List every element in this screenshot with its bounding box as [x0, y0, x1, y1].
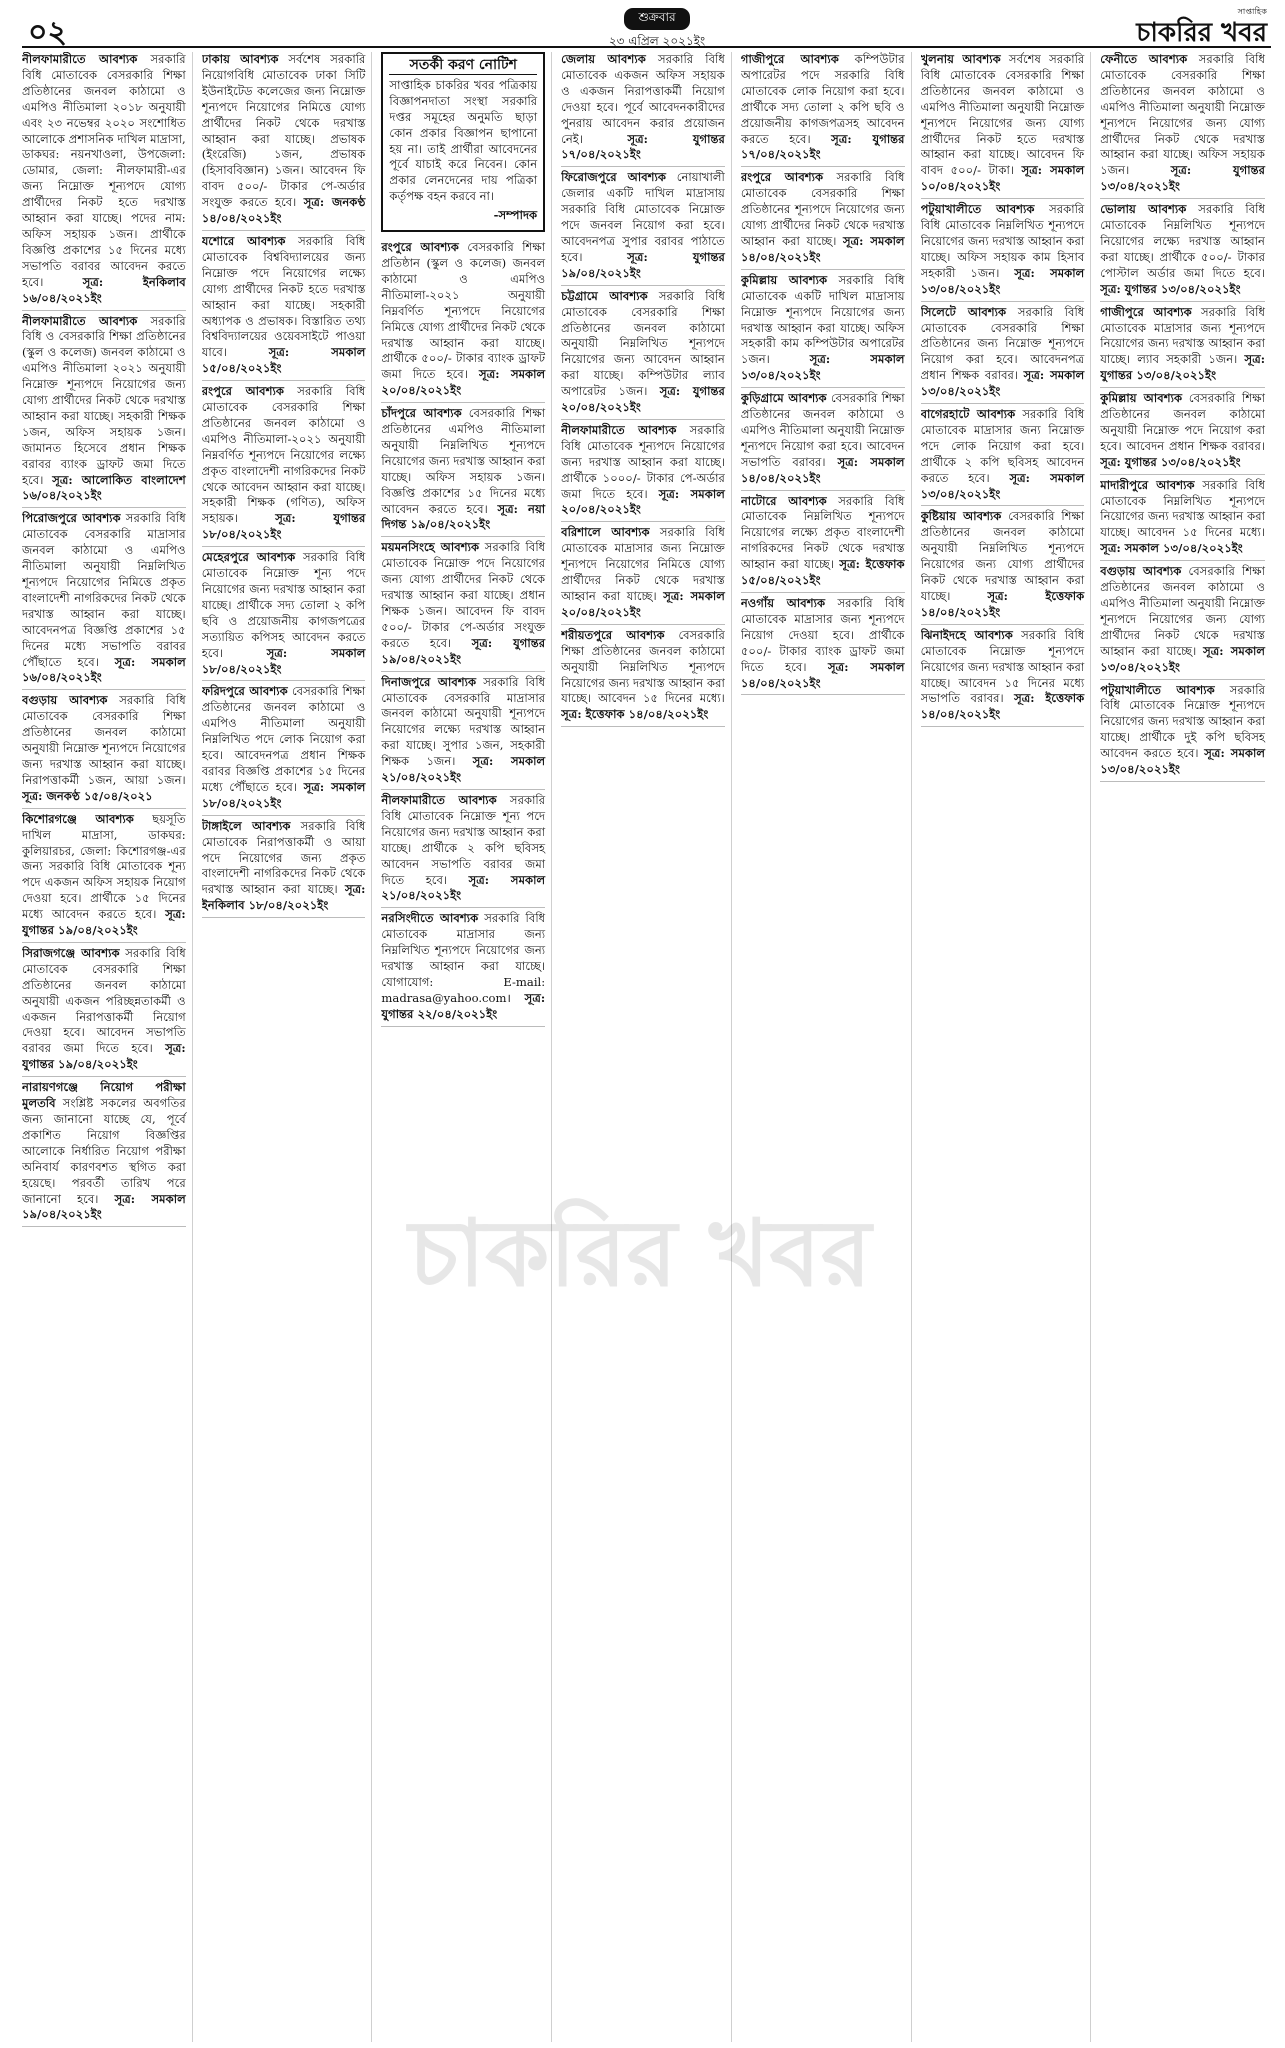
ad-source: সূত্র: সমকাল ১৩/০৪/২০২১ইং — [920, 265, 1085, 296]
ad-divider — [202, 380, 366, 382]
masthead-tag: সাপ্তাহিক — [1237, 7, 1267, 16]
ad-title: শরীয়তপুরে আবশ্যক — [561, 627, 665, 642]
classified-ad — [921, 628, 1085, 723]
ad-title: নারায়ণগঞ্জে নিয়োগ পরীক্ষা মুলতবি — [22, 1080, 186, 1111]
issue-date-text: ২৩ এপ্রিল ২০২১ইং — [608, 34, 706, 48]
ad-divider — [921, 624, 1085, 626]
ad-divider — [1100, 679, 1265, 681]
classified-ad — [22, 511, 186, 686]
notice-body: সাপ্তাহিক চাকরির খবর পত্রিকায় বিজ্ঞাপনদাতা সংস্থা সরকারি দপ্তর সমূহের অনুমতি ছাড়া কোন প্রকার বিজ্ঞাপন ছাপানো হয় না। তাই প্রার্থীরা আবেদনের পূর্বে যাচাই করে নিবেন। কোন প্রকার লেনদেনের দায় পত্রিকা কর্তৃপক্ষ বহন করবে না। — [389, 77, 538, 204]
ad-body: বেসরকারি শিক্ষা প্রতিষ্ঠানের জনবল কাঠামো ও এমপিও নীতিমালা অনুযায়ী নিম্নোক্ত শূন্যপদে নিয়োগ করা হবে। আবেদন সভাপতি বরাবর। — [740, 391, 905, 469]
classified-ad — [202, 684, 366, 811]
ad-body: সরকারি বিধি মোতাবেক বিশ্ববিদ্যালয়ের জন্য নিম্নোক্ত পদে নিয়োগের লক্ষ্যে যোগ্য প্রার্থীদের নিকট হতে দরখাস্ত আহ্বান করা যাচ্ছে। সহকারী অধ্যাপক ও প্রভাষক। বিস্তারিত তথ্য বিশ্ববিদ্যালয়ের ওয়েবসাইটে পাওয়া যাবে। — [201, 233, 366, 360]
classified-ad — [381, 540, 545, 667]
ad-title: ফরিদপুরে আবশ্যক — [201, 684, 288, 699]
ad-source: সূত্র: যুগান্তর ১৯/০৪/২০২১ইং — [561, 249, 725, 280]
ad-body: সরকারি বিধি মোতাবেক বেসরকারি শিক্ষা প্রতিষ্ঠানের জনবল কাঠামো ও এমপিও নীতিমালা-২০২১ অনুযায়ী নিম্নবর্ণিত শূন্যপদে নিয়োগের লক্ষ্যে প্রকৃত বাংলাদেশী নাগরিকদের নিকট থেকে আবেদন আহ্বান করা যাচ্ছে। সহকারী শিক্ষক (গণিত), অফিস সহায়ক। — [201, 384, 366, 526]
masthead-title: চাকরির খবর — [1136, 18, 1267, 48]
ad-body: বেসরকারি শিক্ষা প্রতিষ্ঠানের জনবল কাঠামো অনুযায়ী নিম্নলিখিত শূন্যপদে নিয়োগের জন্য যোগ্য প্রার্থীদের নিকট থেকে দরখাস্ত আহ্বান করা যাচ্ছে। — [920, 509, 1085, 603]
ad-body: সরকারি বিধি মোতাবেক নিম্নোক্ত শূন্য পদে নিয়োগের জন্য দরখাস্ত আহ্বান করা যাচ্ছে। প্রার্থীকে ২ কপি ছবিসহ আবেদন সভাপতি বরাবর জমা দিতে হবে। — [381, 792, 546, 887]
ad-divider — [1100, 301, 1265, 303]
column-2 — [202, 52, 373, 2042]
ad-title: পটুয়াখালীতে আবশ্যক — [1100, 682, 1215, 697]
ad-title: মাদারীপুরে আবশ্যক — [1100, 477, 1195, 492]
ad-source: সূত্র: ইত্তেফাক ১৪/০৪/২০২১ইং — [920, 691, 1085, 722]
ad-body: সরকারি বিধি মোতাবেক নিরাপত্তাকর্মী ও আয়া পদে নিয়োগের জন্য প্রকৃত বাংলাদেশী নাগরিকদের নিকট থেকে দরখাস্ত আহ্বান করা যাচ্ছে। — [201, 818, 366, 897]
ad-divider — [381, 402, 545, 404]
ad-divider — [381, 671, 545, 673]
ad-source: সূত্র: সমকাল ১৮/০৪/২০২১ইং — [201, 779, 366, 810]
ad-source: সূত্র: যুগান্তর ২২/০৪/২০২১ইং — [381, 990, 546, 1021]
ad-divider — [1100, 781, 1265, 783]
classified-ad — [561, 289, 725, 416]
ad-divider — [22, 689, 186, 691]
classified-ad — [202, 384, 366, 543]
classified-ad — [381, 406, 545, 533]
classified-ad — [1100, 52, 1265, 195]
classified-ad — [22, 52, 186, 307]
ad-source: সূত্র: সমকাল ১৩/০৪/২০২১ইং — [740, 352, 905, 383]
classified-ad — [22, 314, 186, 505]
ad-body: ছয়সূতি দাখিল মাদ্রাসা, ডাকঘর: কুলিয়ারচর, জেলা: কিশোরগঞ্জ-এর জন্য সরকারি বিধি মোতাবেক শূন্য পদে একজন অফিস সহায়ক নিয়োগ দেওয়া হবে। প্রার্থীকে ১৫ দিনের মধ্যে আবেদন করতে হবে। — [22, 811, 186, 922]
classified-ad — [561, 423, 725, 518]
ad-title: নীলফামারীতে আবশ্যক — [22, 52, 138, 66]
ad-divider — [22, 942, 186, 944]
ad-divider — [202, 917, 366, 919]
ad-body: সরকারি বিধি মোতাবেক মাদ্রাসার জন্য শূন্যপদে নিয়োগ দেওয়া হবে। প্রার্থীকে ৫০০/- টাকার ব্যাংক ড্রাফট জমা দিতে হবে। — [740, 596, 905, 674]
ad-body: সরকারি বিধি মোতাবেক একটি দাখিল মাদ্রাসায় নিম্নোক্ত শূন্যপদে নিয়োগের জন্য দরখাস্ত আহ্বান করা যাচ্ছে। অফিস সহকারী কাম কম্পিউটার অপারেটর ১জন। — [740, 272, 905, 367]
ad-body: সরকারি বিধি মোতাবেক নিম্নোক্ত পদে নিয়োগের জন্য যোগ্য প্রার্থীদের নিকট থেকে দরখাস্ত আহ্বান করা যাচ্ছে। প্রধান শিক্ষক ১জন। আবেদন ফি বাবদ ৫০০/- টাকার পে-অর্ডার সংযুক্ত করতে হবে। — [381, 540, 546, 650]
ad-source: সূত্র: যুগান্তর ২০/০৪/২০২১ইং — [561, 384, 725, 415]
ad-source: সূত্র: যুগান্তর ১৮/০৪/২০২১ইং — [201, 511, 366, 542]
ad-body: সরকারি বিধি মোতাবেক বেসরকারি শিক্ষা প্রতিষ্ঠানের জন্য নিম্নোক্ত শূন্যপদে নিয়োগ করা হবে। আবেদনপত্র প্রধান শিক্ষক বরাবর। — [920, 304, 1085, 383]
ad-title: কুমিল্লায় আবশ্যক — [740, 272, 828, 287]
ad-title: কুড়িগ্রামে আবশ্যক — [740, 391, 827, 406]
ad-divider — [202, 815, 366, 817]
ad-title: ফিরোজপুরে আবশ্যক — [561, 170, 666, 185]
ad-divider — [741, 490, 905, 492]
classified-ad — [22, 946, 186, 1073]
ad-body: সরকারি বিধি মোতাবেক বেসরকারি শিক্ষা প্রতিষ্ঠানের জনবল কাঠামো ও এমপিও নীতিমালা ২০১৮ অনুযায়ী এবং ২৩ নভেম্বর ২০২০ সংশোধিত আলোকে প্রশাসনিক দাখিল মাদ্রাসা, ডাকঘর: নয়নখাওলা, উপজেলা: ডোমার, জেলা: নীলফামারী-এর জন্য নিম্নোক্ত শূন্যপদে যোগ্য প্রার্থীদের নিকট হতে দরখাস্ত আহ্বান করা যাচ্ছে। পদের নাম: অফিস সহায়ক ১জন। প্রার্থীকে বিজ্ঞপ্তি প্রকাশের ১৫ দিনের মধ্যে সভাপতি বরাবর আবেদন করতে হবে। — [22, 52, 186, 289]
ad-source: সূত্র: সমকাল ১৪/০৪/২০২১ইং — [740, 233, 905, 264]
column-4 — [561, 52, 732, 2042]
ad-body: সরকারি বিধি মোতাবেক বেসরকারি শিক্ষা প্রতিষ্ঠানের জনবল কাঠামো ও এমপিও নীতিমালা অনুযায়ী নিম্নোক্ত শূন্যপদে নিয়োগের জন্য যোগ্য প্রার্থীদের নিকট থেকে দরখাস্ত আহ্বান করা যাচ্ছে। অফিস সহায়ক ১জন। — [1100, 52, 1265, 178]
ad-source: সূত্র: ইনকিলাব ১৬/০৪/২০২১ইং — [22, 274, 186, 305]
ad-body: সরকারি বিধি মোতাবেক বেসরকারি শিক্ষা প্রতিষ্ঠানের জনবল কাঠামো অনুযায়ী একজন পরিচ্ছন্নতাকর্মী ও একজন নিরাপত্তাকর্মী নিয়োগ দেওয়া হবে। আবেদন সভাপতি বরাবর জমা দিতে হবে। — [22, 945, 186, 1056]
ad-divider — [202, 680, 366, 682]
ad-body: বেসরকারি শিক্ষা প্রতিষ্ঠানের জনবল কাঠামো ও এমপিও নীতিমালা অনুযায়ী নিম্নোক্ত শূন্যপদে নিয়োগের জন্য যোগ্য প্রার্থীদের নিকট থেকে দরখাস্ত আহ্বান করা যাচ্ছে। — [1100, 564, 1265, 658]
ad-body: বেসরকারি শিক্ষা প্রতিষ্ঠানের এমপিও নীতিমালা অনুযায়ী নিম্নলিখিত শূন্যপদে নিয়োগের জন্য দরখাস্ত আহ্বান করা যাচ্ছে। অফিস সহায়ক ১জন। বিজ্ঞপ্তি প্রকাশের ১৫ দিনের মধ্যে আবেদন করতে হবে। — [381, 406, 546, 516]
page-header — [22, 6, 1271, 48]
ad-source: সূত্র: যুগান্তর ১৩/০৪/২০২১ইং — [1100, 352, 1265, 383]
classified-ad — [202, 819, 366, 914]
classified-ad — [561, 525, 725, 620]
ad-divider — [202, 230, 366, 232]
ad-title: নীলফামারীতে আবশ্যক — [561, 422, 677, 437]
classified-ad — [1100, 391, 1265, 471]
ad-title: পটুয়াখালীতে আবশ্যক — [920, 202, 1035, 217]
ad-source: সূত্র: সমকাল ১৬/০৪/২০২১ইং — [22, 654, 186, 685]
ad-body: সরকারি বিধি মোতাবেক মাদ্রাসার জন্য শূন্যপদে নিয়োগের জন্য দরখাস্ত আহ্বান করা যাচ্ছে। ল্যাব সহকারী ১জন। — [1100, 304, 1265, 367]
ad-source: সূত্র: ইত্তেফাক ১৫/০৪/২০২১ইং — [740, 557, 905, 588]
ad-source: সূত্র: সমকাল ১৩/০৪/২০২১ইং — [1100, 643, 1265, 674]
ad-source: সূত্র: সমকাল ১৩/০৪/২০২১ইং — [920, 470, 1085, 501]
ad-title: জেলায় আবশ্যক — [561, 52, 646, 66]
ad-source: সূত্র: সমকাল ২০/০৪/২০২১ইং — [561, 589, 725, 619]
classified-ad — [202, 550, 366, 677]
ad-divider — [921, 726, 1085, 728]
ad-source: সূত্র: সমকাল ১৫/০৪/২০২১ইং — [201, 345, 366, 376]
ad-body: সর্বশেষ সরকারি নিয়োগবিধি মোতাবেক ঢাকা সিটি ইউনাইটেড কলেজের জন্য নিম্নোক্ত শূন্যপদে নিয়োগের নিমিত্তে যোগ্য প্রার্থীদের নিকট থেকে দরখাস্ত আহ্বান করা যাচ্ছে। প্রভাষক (ইংরেজি) ১জন, প্রভাষক (হিসাববিজ্ঞান) ১জন। আবেদন ফি বাবদ ৫০০/- টাকার পে-অর্ডার সংযুক্ত করতে হবে। — [201, 52, 366, 210]
classified-ad — [1100, 683, 1265, 778]
classified-ad — [1100, 478, 1265, 558]
ad-divider — [921, 198, 1085, 200]
ad-body: বেসরকারি শিক্ষা প্রতিষ্ঠানের জনবল কাঠামো অনুযায়ী নিম্নোক্ত পদে নিয়োগ করা হবে। আবেদন প্রধান শিক্ষক বরাবর। — [1100, 391, 1265, 453]
ad-source: সূত্র: সমকাল ১৩/০৪/২০২১ইং — [920, 368, 1085, 399]
classified-ad — [741, 273, 905, 384]
ad-title: চাঁদপুরে আবশ্যক — [381, 406, 462, 421]
ad-divider — [1100, 387, 1265, 389]
ad-body: সরকারি বিধি মোতাবেক বেসরকারি শিক্ষা প্রতিষ্ঠানের জনবল কাঠামো অনুযায়ী নিম্নোক্ত শূন্যপদে নিয়োগের জন্য দরখাস্ত আহ্বান করা যাচ্ছে। নিরাপত্তাকর্মী ১জন, আয়া ১জন। — [22, 693, 186, 787]
watermark-text: চাকরির খবর — [408, 1200, 872, 1307]
ad-title: মেহেরপুরে আবশ্যক — [201, 550, 296, 565]
classified-ad — [561, 52, 725, 163]
ad-body: সরকারি বিধি মোতাবেক মাদ্রাসার জন্য নিম্নলিখিত শূন্যপদে নিয়োগের জন্য দরখাস্ত আহ্বান করা যাচ্ছে। যোগাযোগ: E-mail: madrasa@yahoo.com। — [381, 911, 546, 1005]
ad-title: নাটোরে আবশ্যক — [740, 493, 827, 508]
ad-body: বেসরকারি শিক্ষা প্রতিষ্ঠানের জনবল কাঠামো অনুযায়ী নিম্নলিখিত শূন্যপদে নিয়োগের জন্য দরখাস্ত আহ্বান করা যাচ্ছে। আবেদন ১৫ দিনের মধ্যে। — [561, 627, 725, 706]
ad-title: রংপুরে আবশ্যক — [381, 240, 459, 255]
ad-title: বরিশালে আবশ্যক — [561, 525, 650, 540]
ad-body: সরকারি বিধি মোতাবেক বেসরকারি মাদ্রাসার জনবল কাঠামো অনুযায়ী শূন্যপদে নিয়োগের লক্ষ্যে দরখাস্ত আহ্বান করা যাচ্ছে। সুপার ১জন, সহকারী শিক্ষক ১জন। — [381, 674, 546, 769]
ad-source: সূত্র: যুগান্তর ১৩/০৪/২০২১ইং — [1100, 281, 1241, 296]
ad-source: সূত্র: সমকাল ১৩/০৪/২০২১ইং — [1100, 746, 1265, 777]
ad-title: ঢাকায় আবশ্যক — [201, 52, 279, 66]
ad-source: সূত্র: সমকাল ১৪/০৪/২০২১ইং — [740, 454, 905, 485]
ad-title: ঝিনাইদহে আবশ্যক — [920, 627, 1013, 642]
ad-title: নওগাঁয় আবশ্যক — [740, 596, 826, 610]
ad-source: সূত্র: জনকণ্ঠ ১৪/০৪/২০২১ইং — [201, 195, 366, 226]
ad-divider — [22, 808, 186, 810]
ad-body: সর্বশেষ সরকারি বিধি মোতাবেক বেসরকারি শিক্ষা প্রতিষ্ঠানের জনবল কাঠামো ও এমপিও নীতিমালা অনুযায়ী নিম্নোক্ত শূন্যপদে নিয়োগের জন্য যোগ্য প্রার্থীদের নিকট হতে দরখাস্ত আহ্বান করা যাচ্ছে। আবেদন ফি বাবদ ৫০০/- টাকা। — [920, 52, 1085, 178]
ad-title: চট্টগ্রামে আবশ্যক — [561, 288, 648, 303]
warning-notice-box — [381, 52, 545, 232]
classified-ad — [381, 240, 545, 399]
ad-title: বগুড়ায় আবশ্যক — [1100, 564, 1182, 579]
ad-title: খুলনায় আবশ্যক — [920, 52, 1001, 66]
classified-ad — [921, 202, 1085, 297]
ad-divider — [561, 521, 725, 523]
ad-source: সূত্র: সমকাল ১৮/০৪/২০২১ইং — [201, 645, 366, 676]
classified-ad — [381, 911, 545, 1022]
classified-ad — [202, 234, 366, 377]
classified-ad — [921, 305, 1085, 400]
ad-source: সূত্র: সমকাল ২১/০৪/২০২১ইং — [381, 754, 546, 785]
ad-divider — [1100, 560, 1265, 562]
ad-body: সরকারি বিধি মোতাবেক একজন অফিস সহায়ক ও একজন নিরাপত্তাকর্মী নিয়োগ দেওয়া হবে। পূর্বে আবেদনকারীদের পুনরায় আবেদন করার প্রয়োজন নেই। — [561, 52, 725, 146]
classified-ad — [1100, 202, 1265, 297]
classified-columns — [22, 52, 1271, 2042]
ad-divider — [381, 536, 545, 538]
issue-day: শুক্রবার — [624, 8, 689, 30]
classified-ad — [561, 170, 725, 281]
ad-source: সূত্র: সমকাল ২১/০৪/২০২১ইং — [381, 872, 546, 903]
ad-source: সূত্র: সমকাল ১৪/০৪/২০২১ইং — [740, 659, 905, 690]
ad-source: সূত্র: সমকাল ২০/০৪/২০২১ইং — [381, 367, 546, 398]
ad-title: যশোরে আবশ্যক — [201, 233, 286, 248]
ad-title: টাঙ্গাইলে আবশ্যক — [201, 818, 291, 833]
ad-title: সিরাজগঞ্জে আবশ্যক — [22, 945, 120, 960]
ad-title: কুমিল্লায় আবশ্যক — [1100, 391, 1183, 406]
classified-ad — [741, 596, 905, 691]
ad-body: সরকারি বিধি মোতাবেক বেসরকারি শিক্ষা প্রতিষ্ঠানের শূন্যপদে নিয়োগের জন্য যোগ্য প্রার্থীদের নিকট থেকে দরখাস্ত আহ্বান করা যাচ্ছে। — [740, 170, 905, 248]
ad-title: গাজীপুরে আবশ্যক — [740, 52, 839, 66]
ad-body: বেসরকারি শিক্ষা প্রতিষ্ঠানের জনবল কাঠামো ও এমপিও নীতিমালা অনুযায়ী নিম্নলিখিত পদে লোক নিয়োগ করা হবে। আবেদনপত্র প্রধান শিক্ষক বরাবর বিজ্ঞপ্তি প্রকাশের ১৫ দিনের মধ্যে পৌঁছাতে হবে। — [201, 684, 366, 794]
ad-title: নীলফামারীতে আবশ্যক — [381, 792, 497, 807]
ad-source: সূত্র: যুগান্তর ১৩/০৪/২০২১ইং — [1100, 163, 1265, 194]
ad-divider — [561, 166, 725, 168]
classified-ad — [921, 52, 1085, 195]
ad-body: সরকারি বিধি মোতাবেক মাদ্রাসার জন্য নিম্নোক্ত পদে লোক নিয়োগ করা হবে। প্রার্থীকে ২ কপি ছবিসহ আবেদন করতে হবে। — [920, 407, 1085, 485]
ad-divider — [741, 387, 905, 389]
ad-divider — [921, 505, 1085, 507]
ad-title: কিশোরগঞ্জে আবশ্যক — [22, 811, 134, 826]
ad-title: বাগেরহাটে আবশ্যক — [920, 407, 1016, 422]
ad-source: সূত্র: সমকাল ২০/০৪/২০২১ইং — [561, 486, 725, 517]
ad-divider — [381, 1026, 545, 1028]
classified-ad — [1100, 564, 1265, 675]
ad-divider — [22, 1226, 186, 1228]
ad-divider — [381, 789, 545, 791]
notice-signature: -সম্পাদক — [493, 208, 538, 223]
ad-source: সূত্র: সমকাল ১০/০৪/২০২১ইং — [920, 163, 1085, 194]
ad-divider — [921, 301, 1085, 303]
column-6 — [921, 52, 1092, 2042]
ad-divider — [22, 507, 186, 509]
ad-divider — [741, 269, 905, 271]
classified-ad — [921, 407, 1085, 502]
ad-title: ভোলায় আবশ্যক — [1100, 202, 1187, 217]
column-1 — [22, 52, 193, 2042]
ad-divider — [22, 310, 186, 312]
ad-body: সরকারি বিধি মোতাবেক নিম্নলিখিত শূন্যপদে নিয়োগের লক্ষ্যে প্রকৃত বাংলাদেশী নাগরিকদের নিকট থেকে দরখাস্ত আহ্বান করা যাচ্ছে। — [740, 493, 905, 572]
classified-ad — [741, 494, 905, 589]
notice-title: সতর্কী করণ নোটিশ — [389, 58, 537, 75]
ad-source: সূত্র: ইত্তেফাক ১৪/০৪/২০২১ইং — [920, 589, 1085, 619]
ad-title: নরসিংদীতে আবশ্যক — [381, 911, 479, 926]
ad-source: সূত্র: যুগান্তর ১৯/০৪/২০২১ইং — [22, 1041, 186, 1072]
classified-ad — [561, 628, 725, 723]
ad-body: সরকারি বিধি মোতাবেক মাদ্রাসার জন্য নিম্নোক্ত শূন্যপদে নিয়োগের নিমিত্তে যোগ্য প্রার্থীদের নিকট থেকে দরখাস্ত আহ্বান করা যাচ্ছে। — [561, 525, 725, 603]
ad-source: সূত্র: যুগান্তর ১৯/০৪/২০২১ইং — [22, 907, 186, 938]
ad-divider — [381, 907, 545, 909]
ad-body: সরকারি বিধি মোতাবেক বেসরকারি মাদ্রাসার জনবল কাঠামো ও এমপিও নীতিমালা অনুযায়ী নিম্নলিখিত শূন্যপদে নিয়োগের নিমিত্তে প্রকৃত বাংলাদেশী নাগরিকদের নিকট থেকে দরখাস্ত আহ্বান করা যাচ্ছে। আবেদনপত্র বিজ্ঞপ্তি প্রকাশের ১৫ দিনের মধ্যে সভাপতি বরাবর পৌঁছাতে হবে। — [22, 511, 186, 669]
classified-ad — [202, 52, 366, 227]
column-5 — [741, 52, 912, 2042]
ad-body: কম্পিউটার অপারেটর পদে সরকারি বিধি মোতাবেক লোক নিয়োগ করা হবে। প্রার্থীকে সদ্য তোলা ২ কপি ছবি ও প্রয়োজনীয় কাগজপত্রসহ আবেদন করতে হবে। — [740, 52, 905, 146]
ad-body: সরকারি বিধি মোতাবেক নিম্নলিখিত শূন্যপদে নিয়োগের লক্ষ্যে দরখাস্ত আহ্বান করা যাচ্ছে। প্রার্থীকে ৫০০/- টাকার পোস্টাল অর্ডার জমা দিতে হবে। — [1100, 202, 1265, 280]
ad-body: সরকারি বিধি ও বেসরকারি শিক্ষা প্রতিষ্ঠানের (স্কুল ও কলেজ) জনবল কাঠামো ও এমপিও নীতিমালা ২০২১ অনুযায়ী নিম্নোক্ত শূন্যপদে নিয়োগের জন্য যোগ্য প্রার্থীদের নিকট থেকে দরখাস্ত আহ্বান করা যাচ্ছে। সহকারী শিক্ষক ১জন, অফিস সহায়ক ১জন। জামানত হিসেবে প্রধান শিক্ষক বরাবর ব্যাংক ড্রাফট জমা দিতে হবে। — [22, 313, 186, 487]
ad-title: রংপুরে আবশ্যক — [201, 384, 284, 399]
ad-body: নোয়াখালী জেলার একটি দাখিল মাদ্রাসায় সরকারি বিধি মোতাবেক নিম্নোক্ত পদে জনবল নিয়োগ করা হবে। আবেদনপত্র সুপার বরাবর পাঠাতে হবে। — [561, 170, 725, 264]
ad-divider — [741, 592, 905, 594]
ad-title: রংপুরে আবশ্যক — [740, 170, 824, 185]
column-3 — [381, 52, 552, 2042]
classified-ad — [741, 391, 905, 486]
ad-title: সিলেটে আবশ্যক — [920, 304, 1007, 319]
ad-source: সূত্র: যুগান্তর ১৩/০৪/২০২১ইং — [1100, 454, 1241, 469]
ad-divider — [202, 546, 366, 548]
ad-source: সূত্র: যুগান্তর ১৭/০৪/২০২১ইং — [561, 131, 725, 162]
ad-title: গাজীপুরে আবশ্যক — [1100, 304, 1192, 319]
ad-body: বেসরকারি শিক্ষা প্রতিষ্ঠান (স্কুল ও কলেজ) জনবল কাঠামো ও এমপিও নীতিমালা-২০২১ অনুযায়ী নিম্নবর্ণিত শূন্যপদে নিয়োগের নিমিত্তে যোগ্য প্রার্থীদের নিকট থেকে দরখাস্ত আহ্বান করা যাচ্ছে। প্রার্থীকে ৫০০/- টাকার ব্যাংক ড্রাফট জমা দিতে হবে। — [381, 240, 546, 382]
ad-source: সূত্র: আলোকিত বাংলাদেশ ১৬/০৪/২০২১ইং — [22, 472, 186, 503]
classified-ad — [1100, 305, 1265, 385]
masthead — [1136, 6, 1267, 47]
ad-divider — [561, 285, 725, 287]
ad-body: সরকারি বিধি মোতাবেক বেসরকারি শিক্ষা প্রতিষ্ঠানের জনবল কাঠামো অনুযায়ী নিম্নলিখিত শূন্যপদে নিয়োগের জন্য আবেদন আহ্বান করা যাচ্ছে। কম্পিউটার ল্যাব অপারেটর ১জন। — [561, 288, 725, 399]
classified-ad — [22, 1080, 186, 1223]
ad-body: সরকারি বিধি মোতাবেক নিম্নোক্ত শূন্যপদে নিয়োগের জন্য দরখাস্ত আহ্বান করা যাচ্ছে। প্রার্থীকে দুই কপি ছবিসহ আবেদন করতে হবে। — [1100, 682, 1265, 761]
ad-source: সূত্র: জনকণ্ঠ ১৫/০৪/২০২১ — [22, 788, 153, 803]
ad-title: কুষ্টিয়ায় আবশ্যক — [920, 509, 1002, 524]
ad-title: বগুড়ায় আবশ্যক — [22, 693, 108, 708]
classified-ad — [741, 52, 905, 163]
ad-source: সূত্র: নয়া দিগন্ত ১৯/০৪/২০২১ইং — [381, 501, 546, 532]
ad-divider — [1100, 198, 1265, 200]
ad-title: দিনাজপুরে আবশ্যক — [381, 674, 477, 689]
ad-body: সরকারি বিধি মোতাবেক নিম্নোক্ত শূন্য পদে নিয়োগের জন্য দরখাস্ত আহ্বান করা যাচ্ছে। প্রার্থীকে সদ্য তোলা ২ কপি ছবি ও প্রয়োজনীয় কাগজপত্রের সত্যায়িত কপিসহ আবেদন করতে হবে। — [201, 550, 366, 660]
ad-source: সূত্র: যুগান্তর ১৭/০৪/২০২১ইং — [740, 131, 905, 162]
ad-divider — [741, 166, 905, 168]
ad-body: সরকারি বিধি মোতাবেক নিম্নলিখিত শূন্যপদে নিয়োগের জন্য দরখাস্ত আহ্বান করা যাচ্ছে। আবেদন ১৫ দিনের মধ্যে। — [1100, 477, 1265, 540]
ad-source: সূত্র: যুগান্তর ১৯/০৪/২০২১ইং — [381, 635, 546, 666]
classified-ad — [22, 693, 186, 804]
ad-title: নীলফামারীতে আবশ্যক — [22, 313, 138, 328]
ad-divider — [921, 403, 1085, 405]
ad-body: সরকারি বিধি মোতাবেক নিম্নোক্ত শূন্যপদে নিয়োগের জন্য দরখাস্ত আহ্বান করা যাচ্ছে। আবেদন ১৫ দিনের মধ্যে সভাপতি বরাবর। — [920, 627, 1085, 706]
classified-ad — [381, 793, 545, 904]
ad-divider — [22, 1076, 186, 1078]
ad-body: সংশ্লিষ্ট সকলের অবগতির জন্য জানানো যাচ্ছে যে, পূর্বে প্রকাশিত নিয়োগ বিজ্ঞপ্তির আলোকে নির্ধারিত নিয়োগ পরীক্ষা অনিবার্য কারণবশত স্থগিত করা হয়েছে। পরবর্তী তারিখ পরে জানানো হবে। — [22, 1096, 186, 1206]
ad-source: সূত্র: সমকাল ১৯/০৪/২০২১ইং — [22, 1191, 186, 1222]
ad-title: ময়মনসিংহে আবশ্যক — [381, 540, 480, 555]
ad-divider — [561, 419, 725, 421]
ad-divider — [1100, 474, 1265, 476]
ad-divider — [561, 726, 725, 728]
ad-divider — [741, 694, 905, 696]
classified-ad — [381, 675, 545, 786]
classified-ad — [921, 509, 1085, 620]
classified-ad — [741, 170, 905, 265]
issue-date — [582, 6, 732, 53]
classified-ad — [22, 812, 186, 939]
ad-source: সূত্র: ইত্তেফাক ১৪/০৪/২০২১ইং — [561, 707, 709, 722]
page-number: ০২ — [28, 15, 68, 50]
ad-divider — [561, 624, 725, 626]
ad-source: সূত্র: সমকাল ১৩/০৪/২০২১ইং — [1100, 541, 1243, 556]
ad-title: পিরোজপুরে আবশ্যক — [22, 511, 121, 526]
ad-body: সরকারি বিধি মোতাবেক শূন্যপদে নিয়োগের জন্য দরখাস্ত আহ্বান করা যাচ্ছে। প্রার্থীকে ১০০০/- টাকার পে-অর্ডার জমা দিতে হবে। — [561, 422, 725, 501]
ad-source: সূত্র: ইনকিলাব ১৮/০৪/২০২১ইং — [201, 882, 366, 913]
ad-title: ফেনীতে আবশ্যক — [1100, 52, 1188, 66]
ad-body: সরকারি বিধি মোতাবেক নিম্নলিখিত শূন্যপদে নিয়োগের জন্য দরখাস্ত আহ্বান করা যাচ্ছে। অফিস সহায়ক কাম হিসাব সহকারী ১জন। — [920, 202, 1085, 280]
column-7 — [1100, 52, 1271, 2042]
